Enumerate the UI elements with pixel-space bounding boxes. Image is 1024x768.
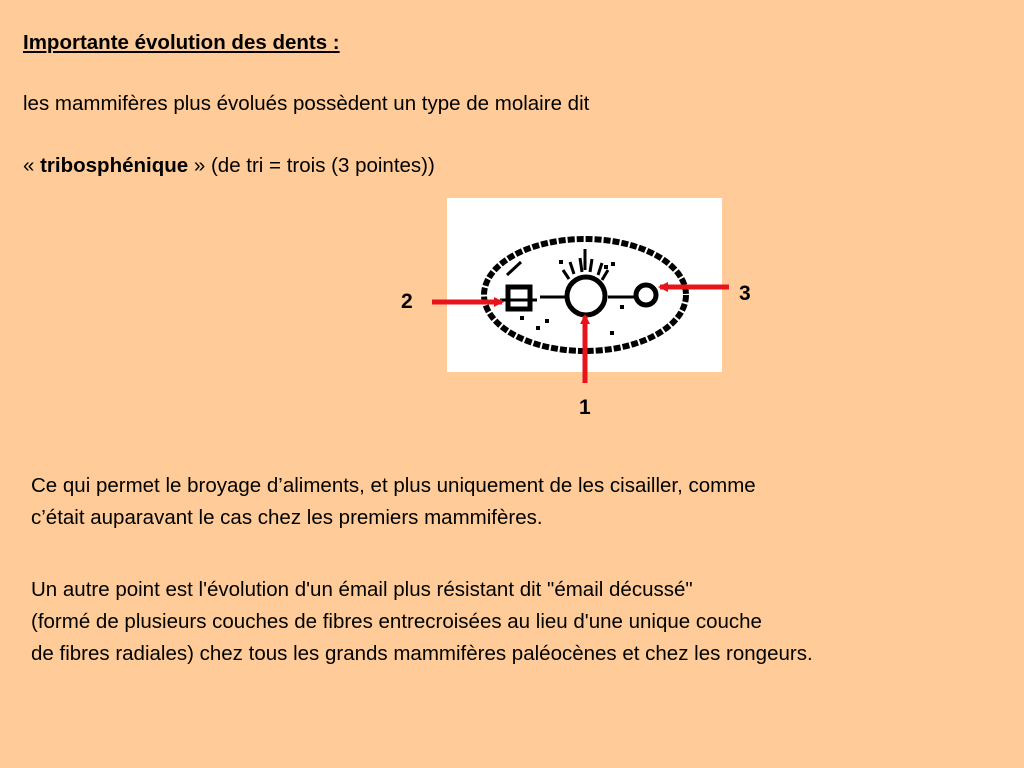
tribosphenic-molar-icon — [484, 239, 686, 351]
label-3: 3 — [739, 282, 751, 305]
label-1: 1 — [579, 396, 591, 419]
molar-image-box — [447, 198, 722, 372]
intro-line: les mammifères plus évolués possèdent un type de molaire dit — [23, 92, 590, 115]
page-title: Importante évolution des dents : — [23, 31, 340, 54]
tribosphenic-term: tribosphénique — [40, 154, 189, 177]
tribosphenic-definition — [23, 154, 435, 178]
definition-rest: » (de tri = trois (3 pointes)) — [188, 154, 435, 177]
paragraph-line: de fibres radiales) chez tous les grands mammifères paléocènes et chez les rongeurs. — [31, 642, 813, 665]
paragraph-line: c’était auparavant le cas chez les premiers mammifères. — [31, 506, 543, 529]
paragraph-line: Un autre point est l'évolution d'un émail plus résistant dit "émail décussé" — [31, 578, 693, 601]
paragraph-line: (formé de plusieurs couches de fibres entrecroisées au lieu d'une unique couche — [31, 610, 762, 633]
paragraph-line: Ce qui permet le broyage d’aliments, et plus uniquement de les cisailler, comme — [31, 474, 756, 497]
quote-open: « — [23, 154, 41, 177]
label-2: 2 — [401, 290, 413, 313]
paragraph-enamel — [31, 574, 813, 670]
paragraph-grinding — [31, 470, 756, 534]
